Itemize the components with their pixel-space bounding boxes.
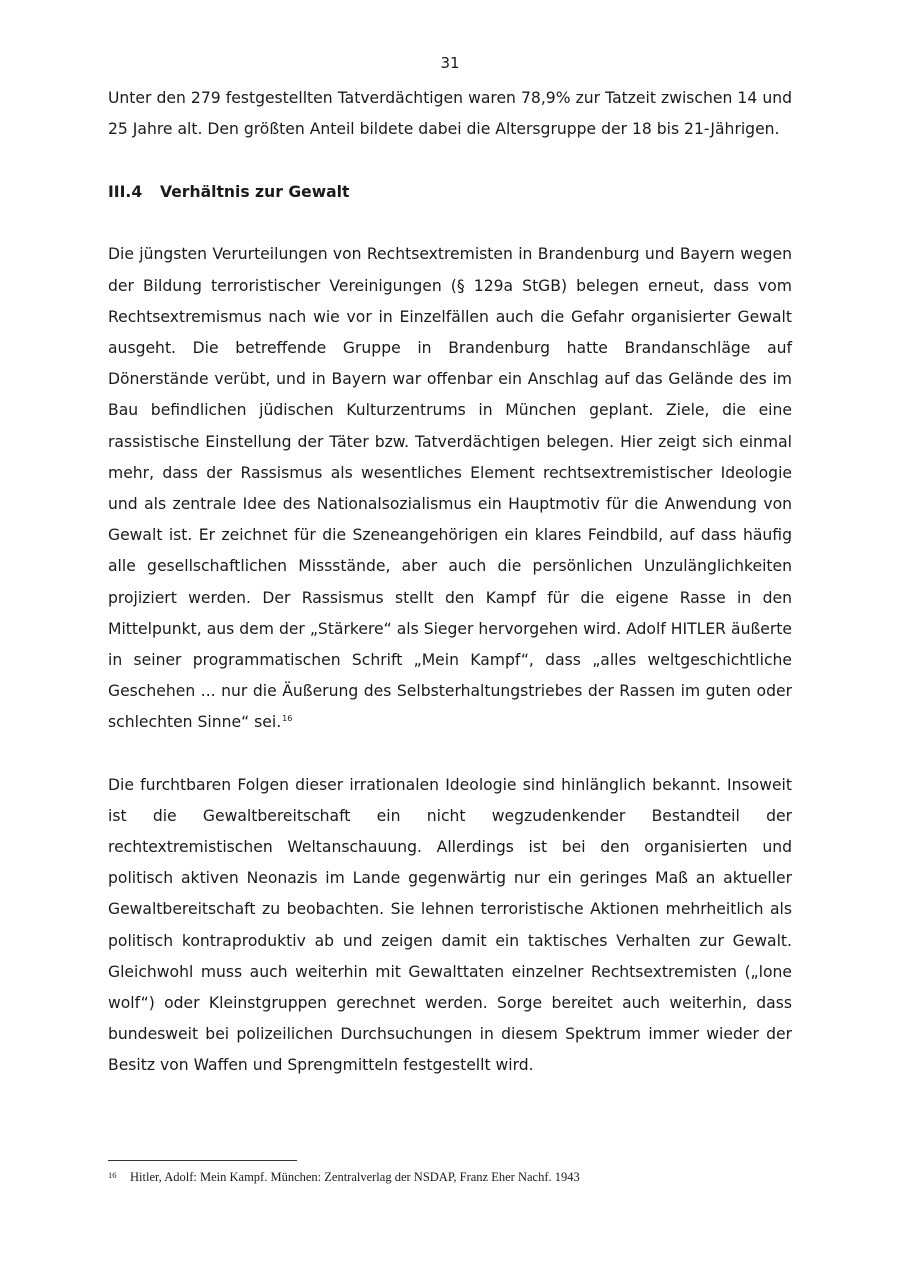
paragraph-1-text: Die jüngsten Verurteilungen von Rechtsextremisten in Brandenburg und Bayern wegen der Bildung terroristischer Vereinigungen (§ 129a StGB) belegen erneut, dass vom Rechtsextremismus nach wie vor in Einzelfällen auch die Gefahr organisierter Gewalt ausgeht. Die betreffende Gruppe in Brandenburg hatte Brandanschläge auf Dönerstände verübt, und in Bayern war offenbar ein Anschlag auf das Gelände des im Bau befindlichen jüdischen Kulturzentrums in München geplant. Ziele, die eine rassistische Einstellung der Täter bzw. Tatverdächtigen belegen. Hier zeigt sich einmal mehr, dass der Rassismus als wesentliches Element rechtsextremistischer Ideologie und als zentrale Idee des Nationalsozialismus ein Hauptmotiv für die Anwendung von Gewalt ist. Er zeichnet für die Szeneangehörigen ein klares Feindbild, auf dass häufig alle gesellschaftlichen Missstände, aber auch die persönlichen Unzulänglichkeiten projiziert werden. Der Rassismus stellt den Kampf für die eigene Rasse in den Mittelpunkt, aus dem der „Stärkere“ als Sieger hervorgehen wird. Adolf HITLER äußerte in seiner programmatischen Schrift „Mein Kampf“, dass „alles weltgeschichtliche Geschehen ... nur die Äußerung des Selbsterhaltungstriebes der Rassen im guten oder schlechten Sinne“ sei. xyxy=(108,245,792,732)
paragraph-violence-1 xyxy=(108,239,792,738)
body-text xyxy=(108,83,792,1082)
page-number: 31 xyxy=(440,54,460,72)
section-number: III.4 xyxy=(108,183,143,202)
paragraph-violence-2: Die furchtbaren Folgen dieser irrationalen Ideologie sind hinlänglich bekannt. Insoweit ist die Gewaltbereitschaft ein nicht wegzudenkender Bestandteil der rechtextremistischen Weltanschauung. Allerdings ist bei den organisierten und politisch aktiven Neonazis im Lande gegenwärtig nur ein geringes Maß an aktueller Gewaltbereitschaft zu beobachten. Sie lehnen terroristische Aktionen mehrheitlich als politisch kontraproduktiv ab und zeigen damit ein taktisches Verhalten zur Gewalt. Gleichwohl muss auch weiterhin mit Gewalttaten einzelner Rechtsextremisten („lone wolf“) oder Kleinstgruppen gerechnet werden. Sorge bereitet auch weiterhin, dass bundesweit bei polizeilichen Durchsuchungen in diesem Spektrum immer wieder der Besitz von Waffen und Sprengmitteln festgestellt wird. xyxy=(108,775,792,1075)
section-title: Verhältnis zur Gewalt xyxy=(160,183,350,202)
footnote-divider xyxy=(108,1160,297,1161)
footnote-reference[interactable]: 16 xyxy=(282,714,293,724)
footnote xyxy=(108,1168,792,1186)
section-heading xyxy=(108,177,792,208)
footnote-number: 16 xyxy=(108,1170,117,1180)
footnote-text: Hitler, Adolf: Mein Kampf. München: Zentralverlag der NSDAP, Franz Eher Nachf. 1943 xyxy=(130,1170,580,1184)
intro-paragraph: Unter den 279 festgestellten Tatverdächtigen waren 78,9% zur Tatzeit zwischen 14 und 25 Jahre alt. Den größten Anteil bildete dabei die Altersgruppe der 18 bis 21-Jährigen. xyxy=(108,89,792,139)
